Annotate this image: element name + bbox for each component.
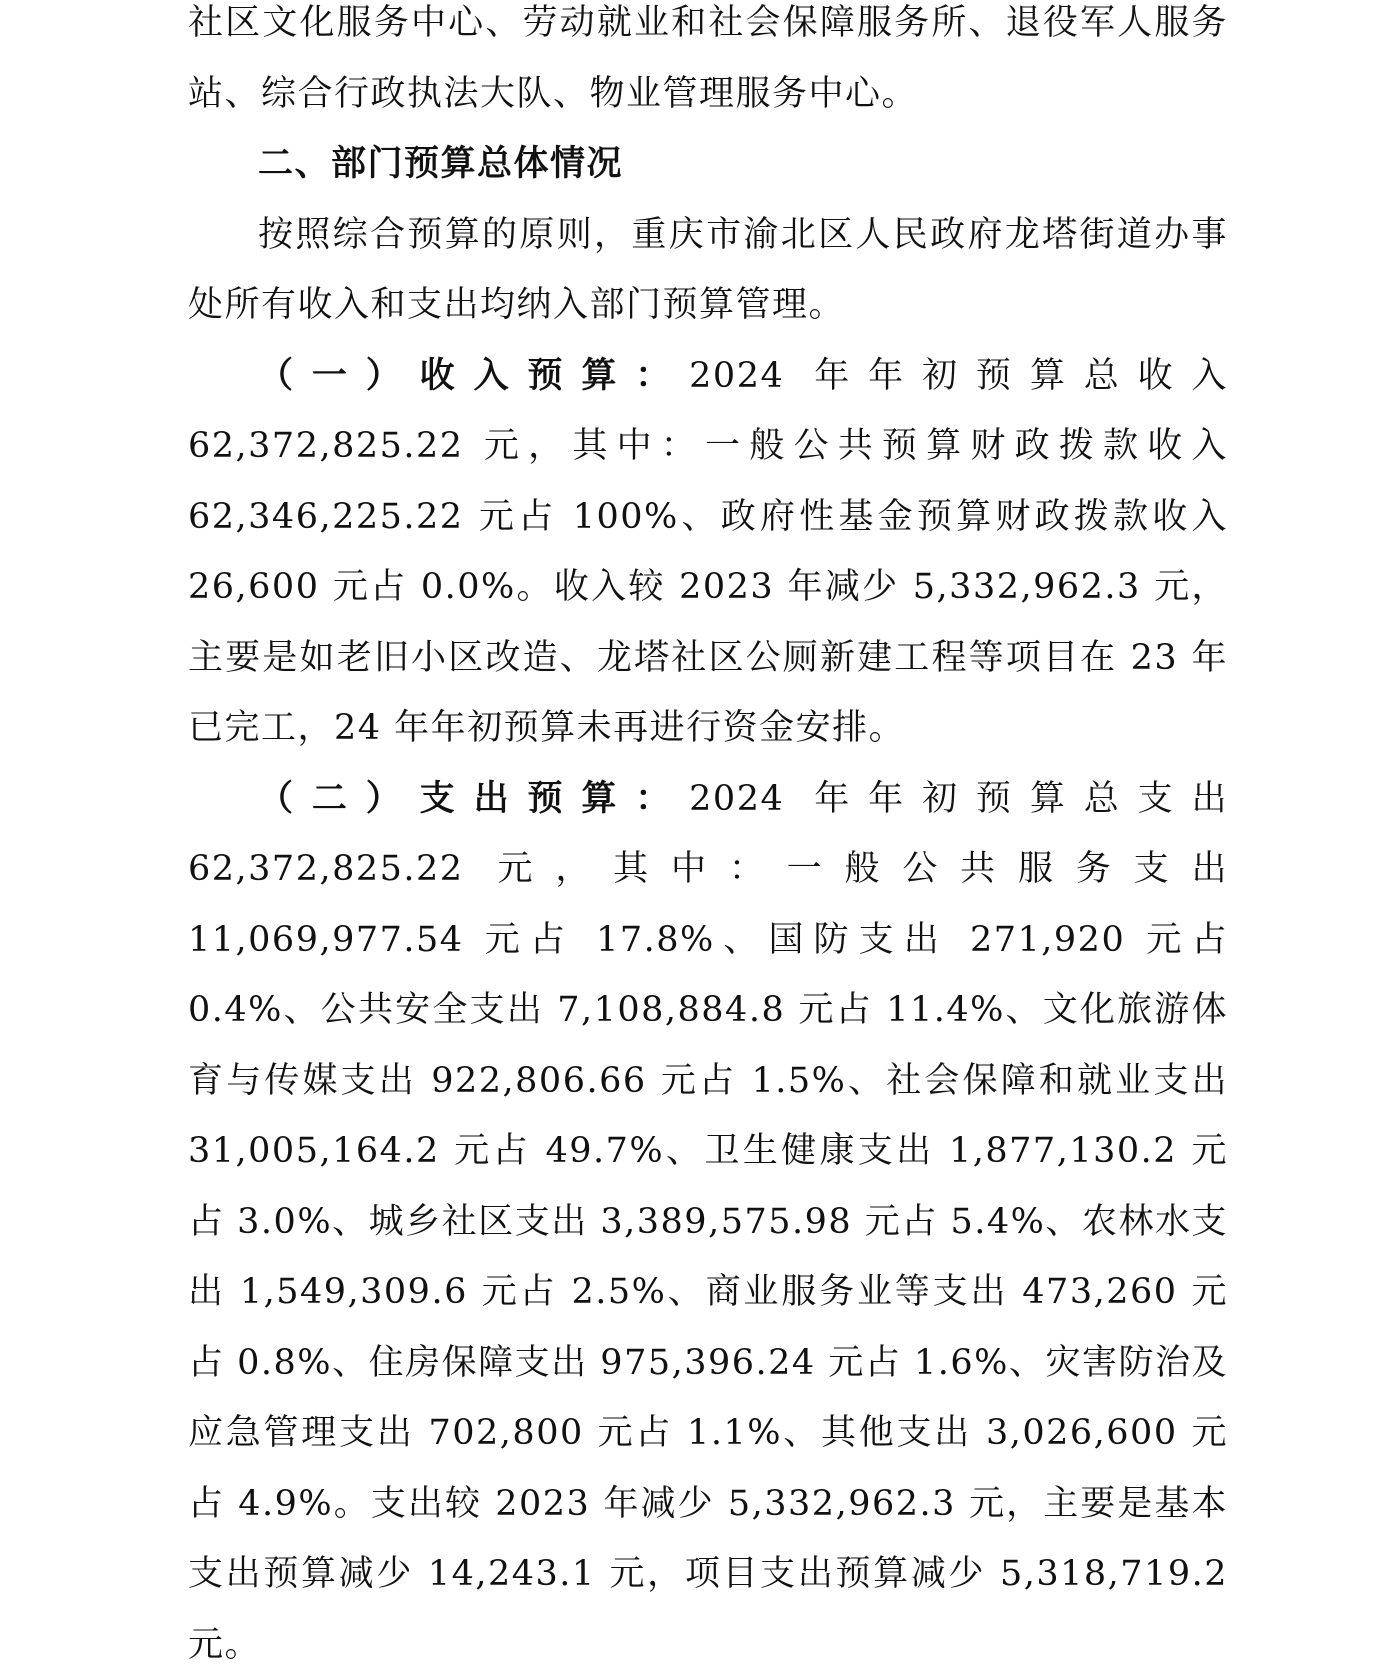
- income-budget-lead: （一）收入预算：: [258, 356, 689, 396]
- income-budget-paragraph: [188, 341, 1228, 764]
- section-heading: 二、部门预算总体情况: [188, 129, 1228, 200]
- overview-paragraph: 按照综合预算的原则，重庆市渝北区人民政府龙塔街道办事处所有收入和支出均纳入部门预算管理。: [188, 200, 1228, 341]
- document-page: [188, 0, 1228, 1680]
- intro-continuation-paragraph: 社区文化服务中心、劳动就业和社会保障服务所、退役军人服务站、综合行政执法大队、物业管理服务中心。: [188, 0, 1228, 129]
- expenditure-budget-lead: （二）支出预算：: [258, 779, 689, 819]
- expenditure-budget-text: 2024 年年初预算总支出 62,372,825.22 元，其中：一般公共服务支出 11,069,977.54 元占 17.8%、国防支出 271,920 元占 0.4%、公共安全支出 7,108,884.8 元占 11.4%、文化旅游体育与传媒支出 922,806.66 元占 1.5%、社会保障和就业支出 31,005,164.2 元占 49.7%、卫生健康支出 1,877,130.2 元占 3.0%、城乡社区支出 3,389,575.98 元占 5.4%、农林水支出 1,549,309.6 元占 2.5%、商业服务业等支出 473,260 元占 0.8%、住房保障支出 975,396.24 元占 1.6%、灾害防治及应急管理支出 702,800 元占 1.1%、其他支出 3,026,600 元占 4.9%。支出较 2023 年减少 5,332,962.3 元，主要是基本支出预算减少 14,243.1 元，项目支出预算减少 5,318,719.2 元。: [188, 779, 1228, 1665]
- expenditure-budget-paragraph: [188, 764, 1228, 1680]
- income-budget-text: 2024 年年初预算总收入 62,372,825.22 元，其中：一般公共预算财政拨款收入 62,346,225.22 元占 100%、政府性基金预算财政拨款收入 26,600 元占 0.0%。收入较 2023 年减少 5,332,962.3 元，主要是如老旧小区改造、龙塔社区公厕新建工程等项目在 23 年已完工，24 年年初预算未再进行资金安排。: [188, 356, 1228, 749]
